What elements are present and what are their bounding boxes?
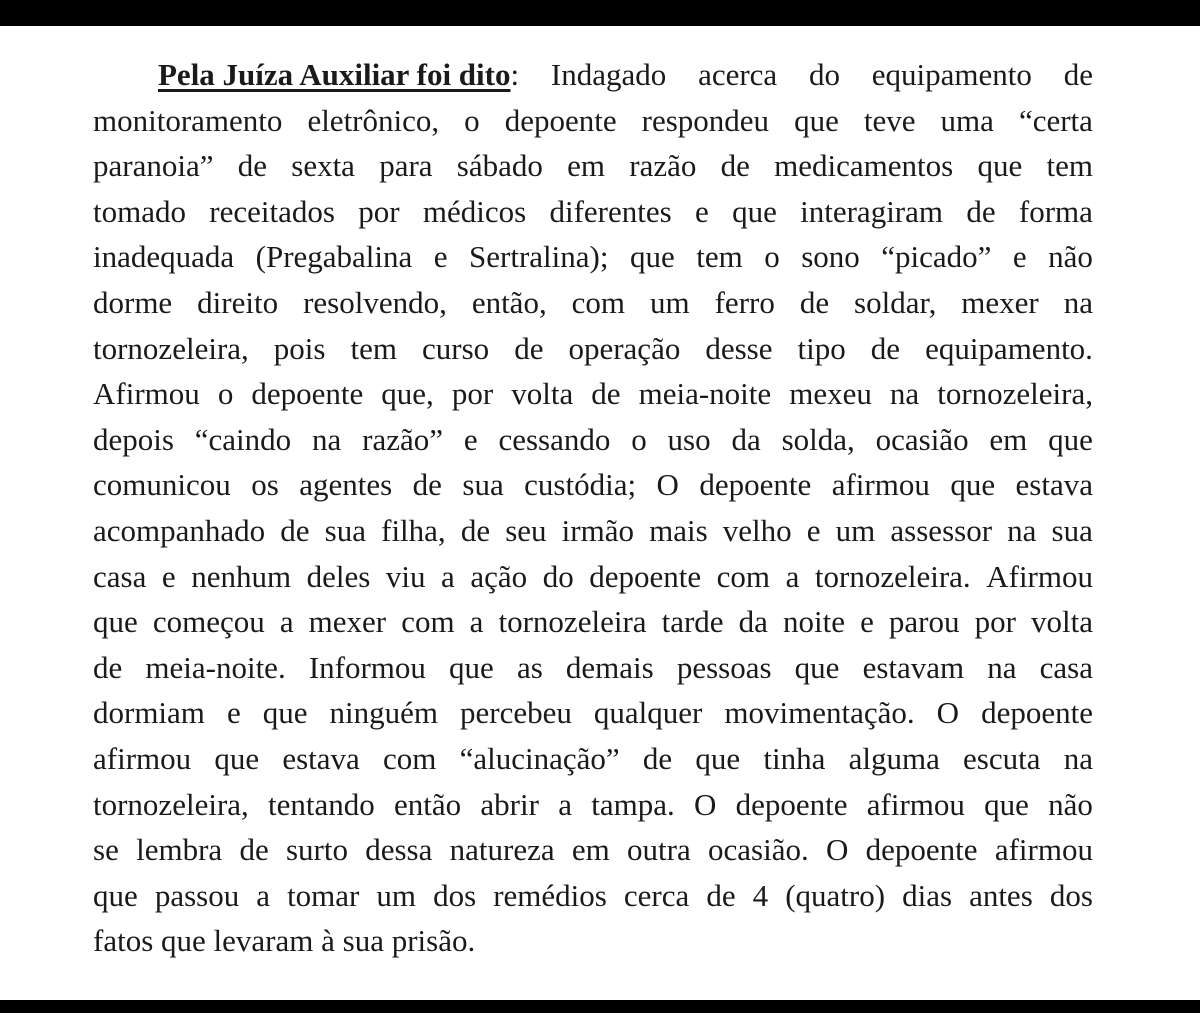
word: o — [631, 421, 647, 457]
word: na — [1063, 740, 1093, 776]
word: 4 — [752, 877, 769, 913]
word: depoente — [251, 376, 364, 412]
word: estava — [282, 740, 360, 776]
word: sexta — [291, 148, 355, 184]
word: depoente — [589, 558, 702, 594]
word: (quatro) — [785, 877, 886, 913]
word: prisão. — [391, 923, 476, 959]
word: mexer — [308, 604, 387, 640]
word: parou — [888, 604, 960, 640]
word: um — [650, 284, 690, 320]
word: que — [1048, 421, 1093, 457]
paragraph-line — [93, 326, 1093, 372]
word: solda, — [781, 421, 855, 457]
word: afirmou — [831, 467, 930, 503]
word: da — [738, 604, 768, 640]
word: e — [806, 512, 821, 548]
word: e — [695, 193, 709, 229]
word: desse — [705, 330, 773, 366]
word: de — [237, 148, 267, 184]
word: o — [464, 102, 480, 138]
word: agentes — [299, 467, 393, 503]
word: sono — [801, 239, 860, 275]
word: na — [889, 376, 920, 412]
word: Afirmou — [93, 376, 200, 412]
word: depoente — [699, 467, 812, 503]
word: ocasião — [875, 421, 969, 457]
word: tornozeleira, — [93, 330, 249, 366]
word: por — [974, 604, 1016, 640]
word: O — [693, 786, 717, 822]
word: de — [93, 649, 123, 685]
word: mais — [649, 512, 708, 548]
word: tipo — [797, 330, 846, 366]
word: de — [280, 512, 310, 548]
word: então, — [471, 284, 547, 320]
word: sua — [324, 512, 366, 548]
word: não — [1048, 239, 1093, 275]
word: tem — [350, 330, 397, 366]
word: assessor — [890, 512, 993, 548]
word: por — [451, 376, 494, 412]
word: do — [808, 57, 840, 92]
word: de — [870, 330, 901, 366]
word: afirmou — [994, 832, 1093, 868]
word: na — [312, 421, 342, 457]
paragraph-line — [93, 143, 1093, 189]
paragraph-line — [93, 98, 1093, 144]
word: (Pregabalina — [255, 239, 413, 275]
word: depois — [93, 421, 174, 457]
word: e — [433, 239, 448, 275]
word: cerca — [623, 877, 690, 913]
word: de — [1063, 57, 1093, 92]
word: abrir — [480, 786, 539, 822]
paragraph-line — [93, 189, 1093, 235]
word: irmão — [561, 512, 634, 548]
word: remédios — [493, 877, 607, 913]
word: que — [695, 740, 741, 776]
word: cessando — [498, 421, 611, 457]
paragraph-line — [93, 873, 1093, 919]
word: Sertralina); — [469, 239, 609, 275]
word: custódia; — [524, 467, 637, 503]
word: eletrônico, — [307, 102, 440, 138]
word: sua — [342, 923, 392, 959]
heading-colon: : — [510, 57, 520, 92]
word: demais — [565, 649, 654, 685]
word: Indagado — [550, 57, 667, 92]
word: depoente — [504, 102, 617, 138]
word: que — [794, 649, 840, 685]
word: pois — [273, 330, 326, 366]
word: tornozeleira, — [93, 786, 249, 822]
word: à — [321, 923, 343, 959]
word: casa — [93, 558, 147, 594]
word: a — [256, 877, 271, 913]
word: na — [987, 649, 1017, 685]
word: receitados — [209, 193, 335, 229]
word: resolvendo, — [303, 284, 447, 320]
word: o — [217, 376, 234, 412]
word: noite — [783, 604, 845, 640]
word: um — [835, 512, 876, 548]
word: de — [799, 284, 830, 320]
word: tornozeleira — [498, 604, 647, 640]
word: tem — [1046, 148, 1093, 184]
word: forma — [1018, 193, 1093, 229]
word: “certa — [1018, 102, 1093, 138]
word: a — [785, 558, 800, 594]
word: na — [1063, 284, 1093, 320]
word: passou — [154, 877, 240, 913]
word: soldar, — [854, 284, 937, 320]
word: O — [656, 467, 679, 503]
word: ninguém — [329, 695, 438, 731]
word: acerca — [698, 57, 778, 92]
word: de — [460, 512, 491, 548]
paragraph-line — [93, 554, 1093, 600]
word: antes — [969, 877, 1033, 913]
word: teve — [863, 102, 916, 138]
word: natureza — [449, 832, 555, 868]
word: “picado” — [881, 239, 992, 275]
word: em — [571, 832, 610, 868]
word: da — [731, 421, 761, 457]
word: de — [720, 148, 750, 184]
word: que — [161, 923, 214, 959]
testimony-paragraph — [93, 52, 1093, 964]
word: tampa. — [591, 786, 675, 822]
word: que — [794, 102, 839, 138]
word: a — [469, 604, 484, 640]
word: depoente — [735, 786, 848, 822]
word: lembra — [136, 832, 223, 868]
word: que, — [381, 376, 434, 412]
word: sua — [1051, 512, 1093, 548]
word: que — [449, 649, 494, 685]
paragraph-line — [93, 599, 1093, 645]
word: ação — [470, 558, 528, 594]
word: meia-noite. — [145, 649, 286, 685]
word: O — [826, 832, 849, 868]
word: não — [1048, 786, 1093, 822]
word: e — [161, 558, 176, 594]
word: afirmou — [93, 740, 192, 776]
word: curso — [422, 330, 490, 366]
word: um — [376, 877, 417, 913]
word: levaram — [213, 923, 322, 959]
word: equipamento. — [925, 330, 1093, 366]
word: dos — [433, 877, 477, 913]
word: filha, — [381, 512, 446, 548]
word: volta — [1031, 604, 1093, 640]
word: tarde — [661, 604, 724, 640]
word: e — [226, 695, 241, 731]
word: que — [93, 877, 138, 913]
word: escuta — [963, 740, 1041, 776]
paragraph-line — [93, 462, 1093, 508]
word: nenhum — [191, 558, 292, 594]
paragraph-line — [93, 280, 1093, 326]
word: casa — [1039, 649, 1093, 685]
heading-group — [158, 52, 519, 98]
word: que — [984, 786, 1029, 822]
paragraph-line-last — [93, 918, 1093, 964]
word: por — [358, 193, 400, 229]
word: percebeu — [460, 695, 572, 731]
paragraph-line — [93, 417, 1093, 463]
word: estavam — [862, 649, 965, 685]
word: de — [591, 376, 621, 412]
word: comunicou — [93, 467, 231, 503]
word: a — [441, 558, 455, 594]
word: médicos — [422, 193, 527, 229]
word: diferentes — [549, 193, 672, 229]
word: na — [1007, 512, 1037, 548]
word: equipamento — [871, 57, 1032, 92]
word: afirmou — [866, 786, 965, 822]
word: a — [279, 604, 294, 640]
word: mexer — [961, 284, 1039, 320]
top-black-border — [0, 0, 1200, 26]
word: de — [514, 330, 544, 366]
word: movimentação. — [724, 695, 915, 731]
word: Afirmou — [986, 558, 1093, 594]
word: e — [860, 604, 874, 640]
word: acompanhado — [93, 512, 266, 548]
word: com — [571, 284, 626, 320]
paragraph-line — [93, 690, 1093, 736]
paragraph-line — [93, 736, 1093, 782]
word: paranoia” — [93, 148, 214, 184]
word: razão” — [362, 421, 443, 457]
word: que — [214, 740, 260, 776]
paragraph-line — [93, 645, 1093, 691]
word: dessa — [365, 832, 433, 868]
word: pessoas — [676, 649, 772, 685]
word: tornozeleira, — [937, 376, 1093, 412]
word: dos — [1049, 877, 1093, 913]
word: interagiram — [800, 193, 944, 229]
word: viu — [385, 558, 426, 594]
word: razão — [629, 148, 697, 184]
word: de — [412, 467, 442, 503]
word: sábado — [456, 148, 543, 184]
word: qualquer — [593, 695, 703, 731]
word: que — [93, 604, 138, 640]
word: com — [383, 740, 437, 776]
word: com — [401, 604, 455, 640]
paragraph-line — [93, 508, 1093, 554]
word: e — [463, 421, 478, 457]
word: se — [93, 832, 119, 868]
word: deles — [306, 558, 371, 594]
word: em — [989, 421, 1028, 457]
word: ocasião. — [708, 832, 809, 868]
word: dormiam — [93, 695, 205, 731]
bottom-black-border — [0, 1000, 1200, 1013]
word: começou — [152, 604, 265, 640]
word: o — [764, 239, 780, 275]
word: depoente — [981, 695, 1093, 731]
word: tinha — [763, 740, 826, 776]
word: sua — [462, 467, 504, 503]
word: a — [558, 786, 572, 822]
word: dias — [902, 877, 953, 913]
word: velho — [722, 512, 792, 548]
word: tem — [696, 239, 743, 275]
word: que — [262, 695, 308, 731]
word: de — [966, 193, 996, 229]
word: direito — [197, 284, 279, 320]
word: O — [936, 695, 960, 731]
section-heading: Pela Juíza Auxiliar foi dito — [158, 57, 511, 92]
paragraph-line — [93, 371, 1093, 417]
word: ferro — [714, 284, 775, 320]
word: tomar — [287, 877, 360, 913]
word: do — [542, 558, 574, 594]
word: os — [251, 467, 279, 503]
paragraph-line — [93, 827, 1093, 873]
word: surto — [285, 832, 348, 868]
paragraph-line — [93, 782, 1093, 828]
word: Informou — [308, 649, 426, 685]
paragraph-line — [93, 52, 1093, 98]
word: medicamentos — [774, 148, 954, 184]
word: “caindo — [194, 421, 292, 457]
word: tentando — [268, 786, 375, 822]
word: outra — [627, 832, 691, 868]
word: mexeu — [789, 376, 872, 412]
word: que — [629, 239, 675, 275]
word: que — [732, 193, 777, 229]
word: seu — [505, 512, 547, 548]
word: depoente — [865, 832, 978, 868]
word: “alucinação” — [459, 740, 620, 776]
word: as — [516, 649, 543, 685]
word: então — [394, 786, 462, 822]
word: de — [239, 832, 269, 868]
word: que — [950, 467, 996, 503]
word: volta — [511, 376, 574, 412]
word: operação — [568, 330, 681, 366]
word: e — [1012, 239, 1027, 275]
word: com — [716, 558, 771, 594]
word: tomado — [93, 193, 186, 229]
word: de — [642, 740, 673, 776]
word: para — [379, 148, 433, 184]
word: uso — [667, 421, 711, 457]
word: monitoramento — [93, 102, 283, 138]
word: uma — [940, 102, 994, 138]
word: dorme — [93, 284, 173, 320]
word: estava — [1015, 467, 1093, 503]
word: fatos — [93, 923, 162, 959]
word: que — [977, 148, 1023, 184]
word: alguma — [848, 740, 940, 776]
word: respondeu — [641, 102, 770, 138]
word: tornozeleira. — [814, 558, 971, 594]
word: meia-noite — [638, 376, 772, 412]
paragraph-line — [93, 234, 1093, 280]
word: de — [706, 877, 736, 913]
word: em — [567, 148, 606, 184]
word: inadequada — [93, 239, 235, 275]
